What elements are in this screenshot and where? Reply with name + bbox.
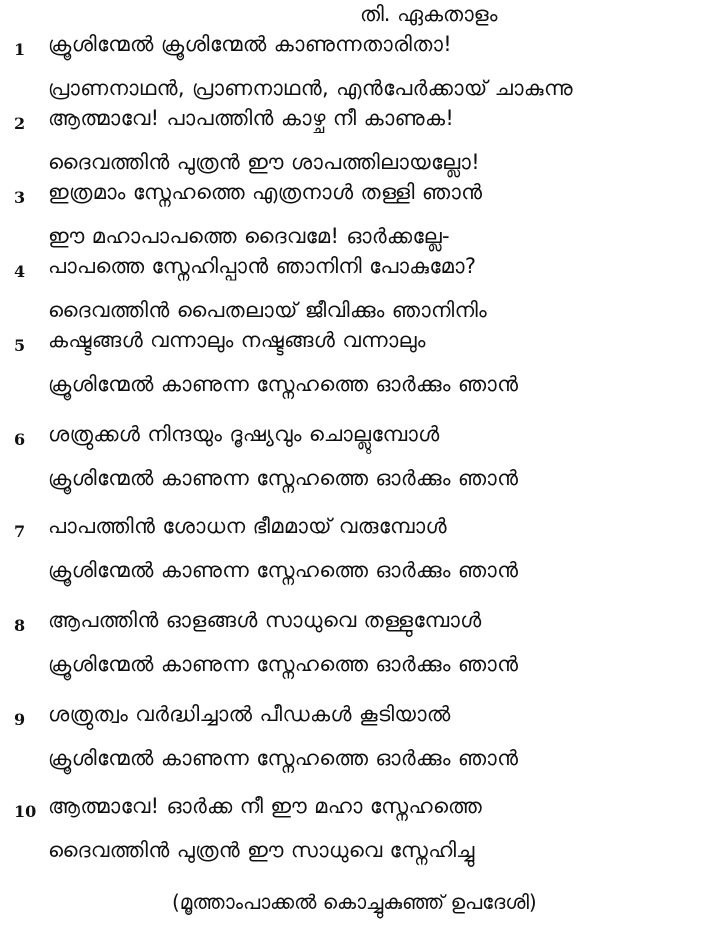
verse-number: 7 [14, 522, 26, 541]
verse-number: 4 [14, 262, 26, 281]
verse-line-1: പാപത്തിൻ ശോധന ഭീമമായ് വരുമ്പോൾ [48, 514, 448, 538]
verse-line-2: ദൈവത്തിൻ പുത്രൻ ഈ സാധുവെ സ്നേഹിച്ചു [48, 838, 475, 862]
verse-number: 5 [14, 336, 26, 355]
verse-line-1: ആത്മാവേ! ഓർക്ക നീ ഈ മഹാ സ്നേഹത്തെ [48, 794, 483, 818]
verse-number: 10 [14, 802, 37, 821]
verse-line-1: ശത്രുത്വം വർദ്ധിച്ചാൽ പീഡകൾ കൂടിയാൽ [48, 702, 451, 726]
verse-line-2: ക്രൂശിന്മേൽ കാണുന്ന സ്നേഹത്തെ ഓർക്കും ഞാൻ [48, 652, 519, 676]
verse-line-1: ക്രൂശിന്മേൽ ക്രൂശിന്മേൽ കാണുന്നതാരിതാ! [48, 32, 453, 56]
author-credit: (മൂത്താംപാക്കൽ കൊച്ചുകുഞ്ഞ് ഉപദേശി) [172, 890, 537, 914]
verse-number: 8 [14, 616, 26, 635]
verse-line-1: ഇത്രമാം സ്നേഹത്തെ എത്രനാൾ തള്ളി ഞാൻ [48, 180, 483, 204]
verse-line-2: ക്രൂശിന്മേൽ കാണുന്ന സ്നേഹത്തെ ഓർക്കും ഞാൻ [48, 372, 519, 396]
verse-line-2: ക്രൂശിന്മേൽ കാണുന്ന സ്നേഹത്തെ ഓർക്കും ഞാൻ [48, 558, 519, 582]
verse-line-2: ദൈവത്തിൻ പുത്രൻ ഈ ശാപത്തിലായല്ലോ! [48, 150, 481, 174]
verse-number: 2 [14, 114, 26, 133]
verse-line-1: ആത്മാവേ! പാപത്തിൻ കാഴ്ച നീ കാണുക! [48, 106, 455, 130]
verse-number: 1 [14, 40, 26, 59]
verse-line-2: ഈ മഹാപാപത്തെ ദൈവമേ! ഓർക്കല്ലേ- [48, 224, 451, 248]
verse-line-2: ദൈവത്തിൻ പൈതലായ് ജീവിക്കും ഞാനിനിം [48, 298, 488, 322]
tune-header: തി. ഏകതാളം [360, 2, 498, 26]
verse-line-1: ശത്രുക്കൾ നിന്ദയും ദൂഷ്യവും ചൊല്ലുമ്പോൾ [48, 422, 440, 446]
verse-number: 9 [14, 710, 26, 729]
verse-number: 6 [14, 430, 26, 449]
verse-line-2: പ്രാണനാഥൻ, പ്രാണനാഥൻ, എൻപേർക്കായ് ചാകുന്നു [48, 76, 573, 100]
verse-line-1: കഷ്ടങ്ങൾ വന്നാലും നഷ്ടങ്ങൾ വന്നാലും [48, 328, 426, 352]
verse-line-1: ആപത്തിൻ ഓളങ്ങൾ സാധുവെ തള്ളുമ്പോൾ [48, 608, 482, 632]
verse-line-2: ക്രൂശിന്മേൽ കാണുന്ന സ്നേഹത്തെ ഓർക്കും ഞാൻ [48, 746, 519, 770]
verse-line-2: ക്രൂശിന്മേൽ കാണുന്ന സ്നേഹത്തെ ഓർക്കും ഞാൻ [48, 466, 519, 490]
verse-number: 3 [14, 188, 26, 207]
verse-line-1: പാപത്തെ സ്നേഹിപ്പാൻ ഞാനിനി പോകുമോ? [48, 254, 477, 278]
